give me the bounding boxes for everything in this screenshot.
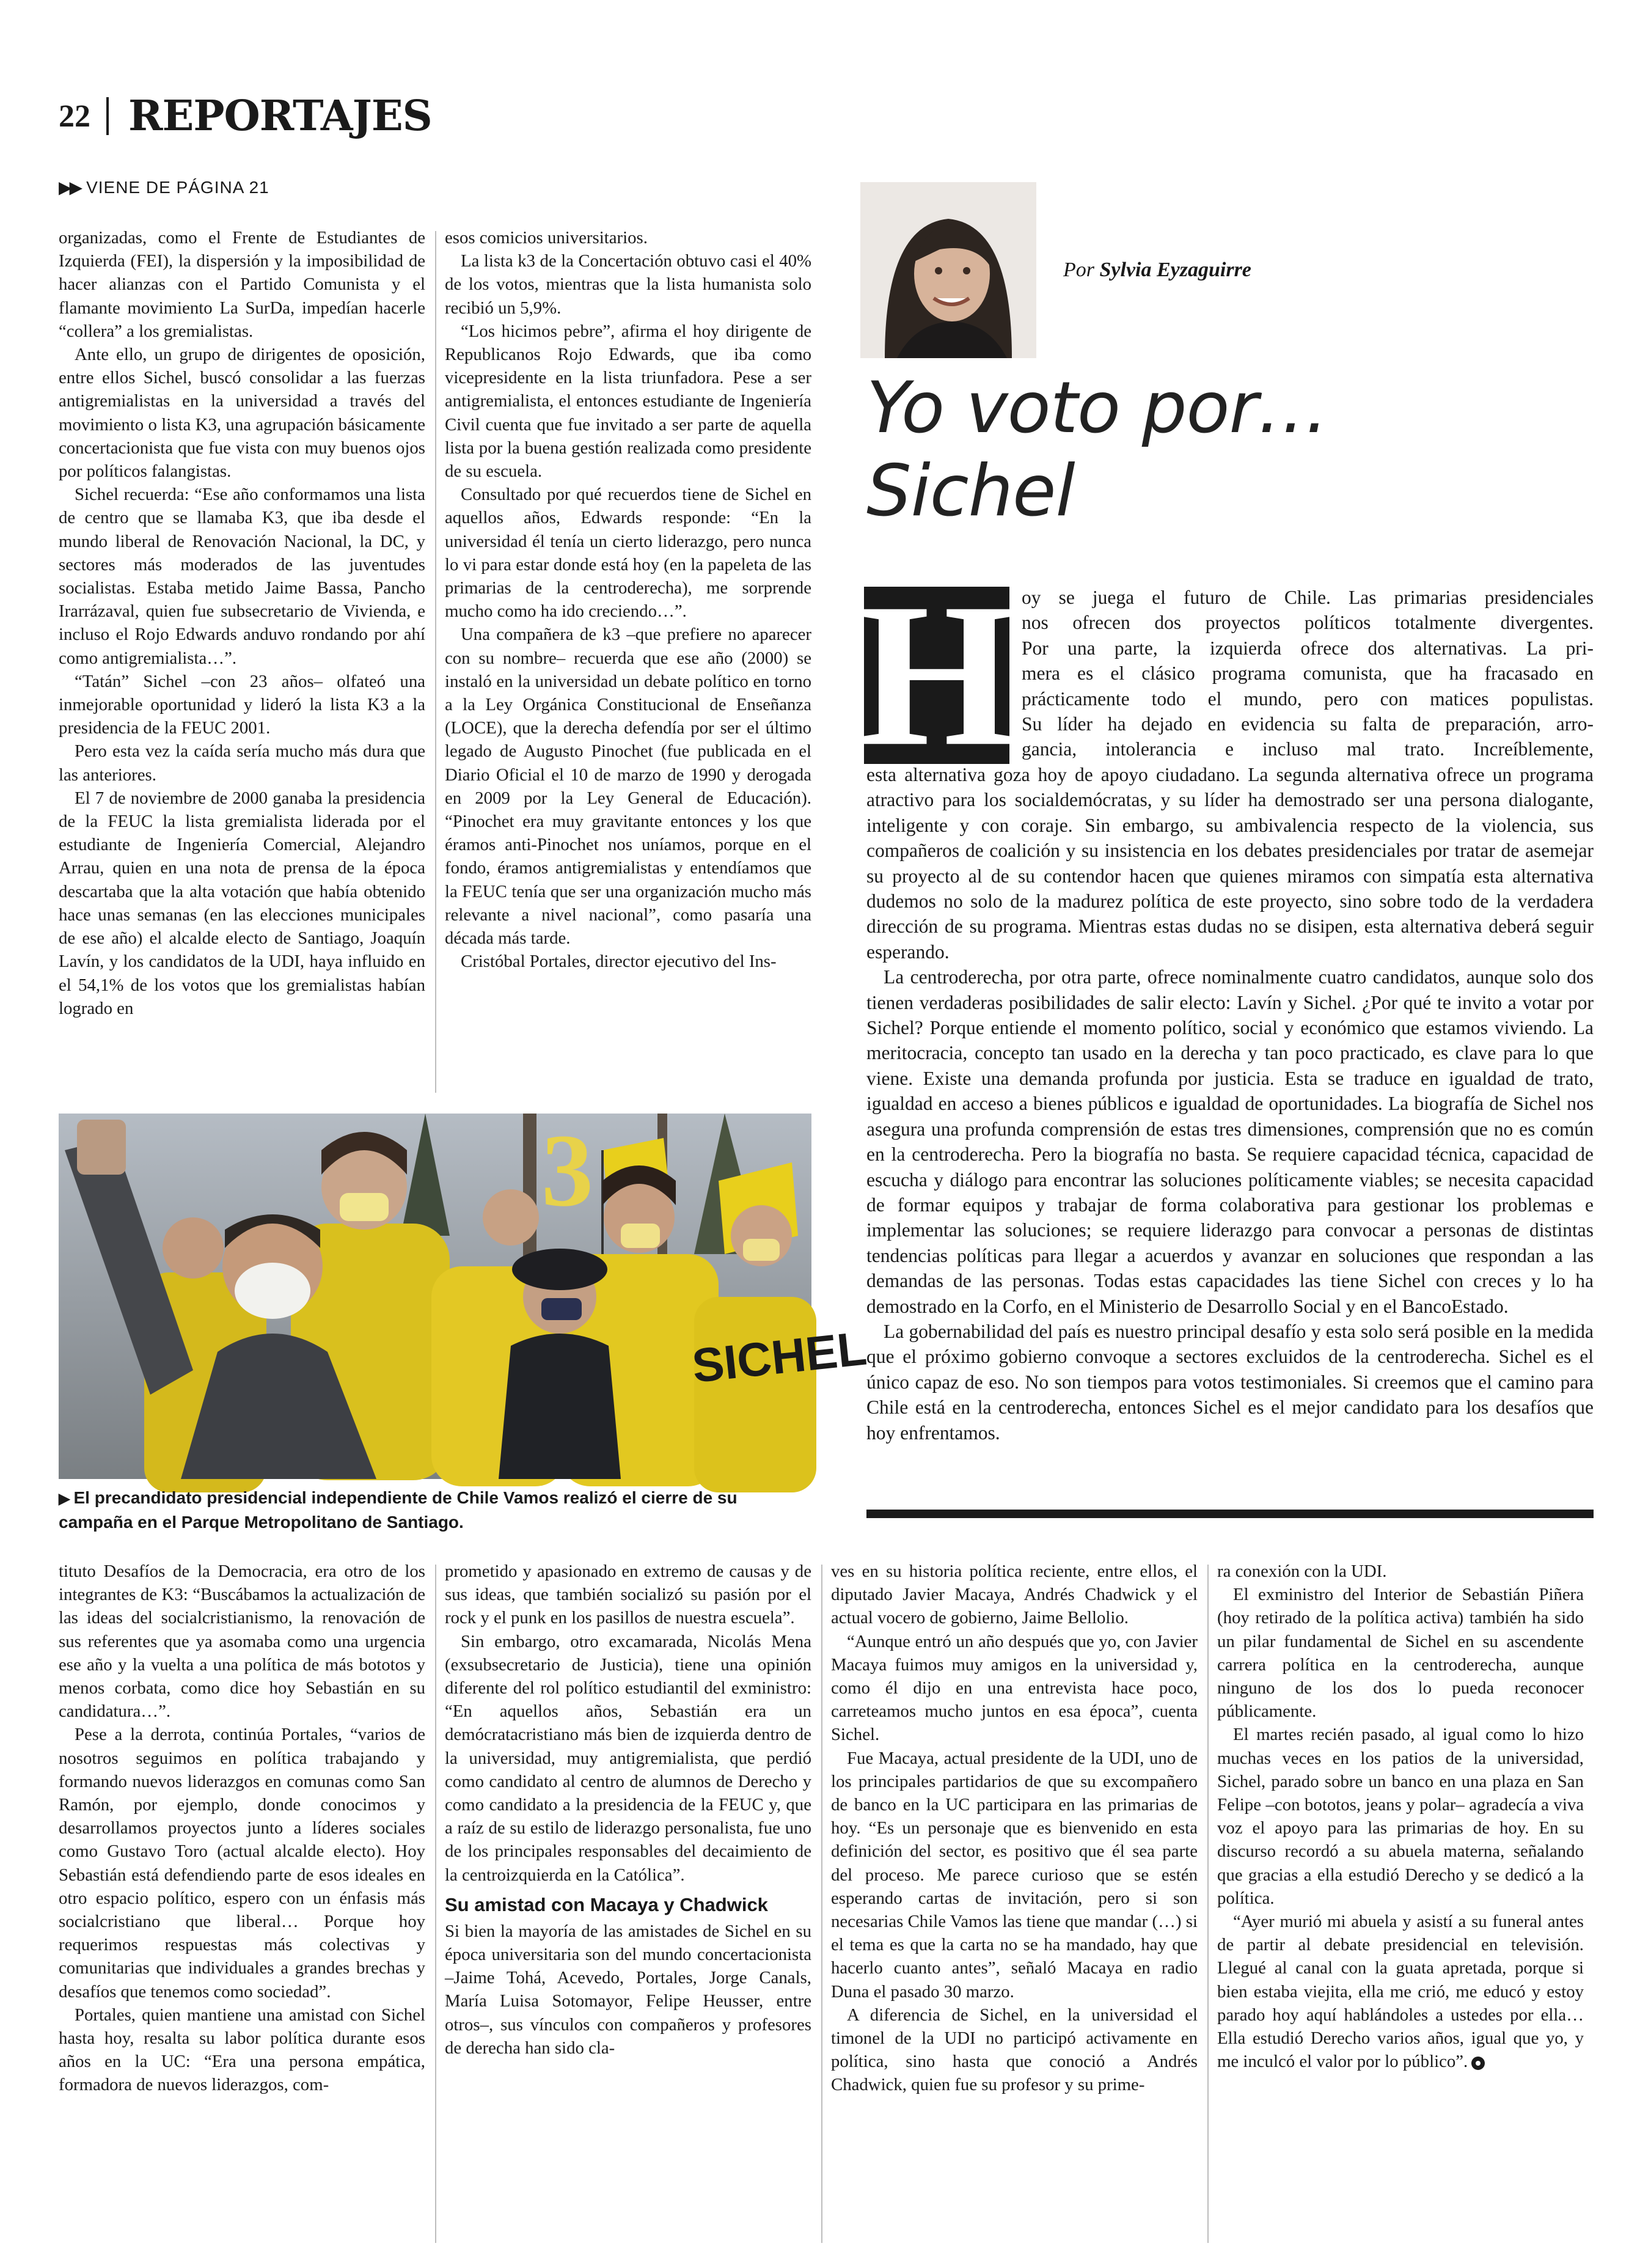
column-rule — [1207, 1565, 1209, 2243]
paragraph: Pero esta vez la caída sería mucho más dura que las anteriores. — [59, 741, 425, 785]
opinion-headline: Yo voto por… Sichel — [866, 367, 1328, 532]
column-rule — [821, 1565, 822, 2243]
paragraph: “Aunque entró un año después que yo, con Javier Macaya fuimos muy amigos en la universidad y, como él dijo en una entrevista hace poco, carreteamos mucho juntos en esa época”, cuenta Sichel. — [831, 1631, 1198, 1745]
paragraph: “Tatán” Sichel –con 23 años– olfateó una inmejorable oportunidad y lideró la lista K3 a la presidencia de la FEUC 2001. — [59, 671, 425, 738]
paragraph: esta alternativa goza hoy de apoyo ciudadano. La segunda alternativa ofrece un programa atractivo para los socialdemócratas, y su líder ha demostrado ser una persona dialogante, inteligente y con coraje. Sin embargo, su ambivalencia respecto de la violencia, sus compañeros de coalición y su insistencia en los debates presidenciales por tratar de asemejar su proyecto al de su contendor hacen que quienes miramos con simpatía esta alternativa dudemos no solo de la madurez política de este proyecto, sino sobre todo de la verdadera dirección de su programa. Mientras estas dudas no se disipen, esta alternativa deberá seguir esperando. — [866, 764, 1594, 963]
column-rule — [435, 231, 436, 1093]
campaign-photo-illustration — [59, 1113, 869, 1479]
paragraph: Fue Macaya, actual presidente de la UDI, uno de los principales partidarios de que su excompañero de banco en la UC participara en las primarias de hoy. “Es un personaje que es bienvenido en esta definición del sector, es positivo que él sea parte del proceso. Me parece curioso que se estén esperando cartas de invitación, pero si son necesarias Chile Vamos las tiene que mandar (…) si el tema es que la carta no se ha mandado, hay que hacerlo cuanto antes”, señaló Macaya en radio Duna el pasado 30 marzo. — [831, 1748, 1198, 2002]
paragraph: La gobernabilidad del país es nuestro principal desafío y esta solo será posible en la medida que el próximo gobierno convoque a sectores excluidos de la centroderecha. Sichel es el único capaz de eso. No son tiempos para votos testimoniales. Si creemos que el camino para Chile está en la centroderecha, entonces Sichel es el mejor candidato para los desafíos que hoy enfrentamos. — [866, 1320, 1594, 1444]
paragraph: Sichel recuerda: “Ese año conformamos una lista de centro que se llamaba K3, que iba desde el mundo liberal de Renovación Nacional, la DC, y sectores más moderados de las juventudes socialistas. Estaba metido Jaime Bassa, Pancho Irarrázaval, quien fue subsecretario de Vivienda, e incluso el Rojo Edwards anduvo rondando por ahí como antigremialista…”. — [59, 485, 425, 668]
paragraph: Sin embargo, otro excamarada, Nicolás Mena (exsubsecretario de Justicia), tiene una opinión diferente del rol político estudiantil del exministro: “En aquellos años, Sebastián era un demócratacristiano más bien de izquierda dentro de la universidad, muy antigremialista, que perdió como candidato al centro de alumnos de Derecho y como candidato a la presidencia de la FEUC y, que a raíz de su estilo de liderazgo personalista, fue uno de los principales responsables del decaimiento de la centroizquierda en la Católica”. — [445, 1631, 811, 1885]
paragraph: organizadas, como el Frente de Estudiantes de Izquierda (FEI), la dispersión y la imposibilidad de hacer alianzas con el Partido Comunista y el flamante movimiento La SurDa, impedían hacerle “collera” a los gremialistas. — [59, 228, 425, 341]
author-name: Sylvia Eyzaguirre — [1099, 259, 1251, 281]
paragraph: Consultado por qué recuerdos tiene de Sichel en aquellos años, Edwards responde: “En la universidad él tenía un cierto liderazgo, pero nunca lo vi para estar donde está hoy (en la papeleta de las primarias de la centroderecha), me sorprende mucho como ha ido creciendo…”. — [445, 485, 811, 622]
section-title: REPORTAJES — [128, 92, 432, 141]
paragraph: esos comicios universitarios. — [445, 228, 648, 248]
continued-from: ▶▶ VIENE DE PÁGINA 21 — [59, 178, 269, 197]
svg-text:3: 3 — [541, 1113, 593, 1228]
article-column-2 — [445, 226, 811, 974]
campaign-sign-text: SICHEL — [689, 1321, 869, 1393]
paragraph: El 7 de noviembre de 2000 ganaba la presidencia de la FEUC la lista gremialista liderada por el estudiante de Ingeniería Comercial, Alejandro Arrau, quien en una nota de prensa de la época descartaba que la alta votación que había obtenido hace unas semanas (en las elecciones municipales de ese año) el alcalde electo de Santiago, Joaquín Lavín, y los candidatos de la UDI, haya influido en el 54,1% de los votos que los gremialistas habían logrado en — [59, 788, 425, 1018]
article-column-5 — [831, 1560, 1198, 2097]
opinion-bottom-rule — [866, 1510, 1594, 1518]
article-column-4 — [445, 1560, 811, 2060]
paragraph: Ante ello, un grupo de dirigentes de oposición, entre ellos Sichel, buscó consolidar a las fuerzas antigremialistas en la universidad a través del movimiento o lista K3, una agrupación básicamente concertacionista que fue vista con muy buenos ojos por políticos falangistas. — [59, 345, 425, 482]
author-portrait — [860, 182, 1036, 358]
end-of-article-icon — [1471, 2057, 1485, 2070]
paragraph: ves en su historia política reciente, entre ellos, el diputado Javier Macaya, Andrés Chadwick y el actual vocero de gobierno, Jaime Bellolio. — [831, 1562, 1198, 1628]
author-photo — [860, 182, 1036, 358]
page-number: 22 — [59, 98, 90, 134]
opinion-body — [866, 762, 1594, 1445]
paragraph: Si bien la mayoría de las amistades de Sichel en su época universitaria son del mundo concertacionista –Jaime Tohá, Acevedo, Portales, Jorge Canals, María Luisa Sotomayor, Felipe Heusser, entre otros–, sus vínculos con compañeros y profesores de derecha han sido cla- — [445, 1921, 811, 2058]
header-divider — [106, 97, 109, 135]
campaign-photo — [59, 1113, 869, 1479]
column-rule — [435, 1565, 436, 2243]
paragraph: La lista k3 de la Concertación obtuvo casi el 40% de los votos, mientras que la lista humanista solo recibió un 5,9%. — [445, 251, 811, 318]
photo-caption: ▶ El precandidato presidencial independiente de Chile Vamos realizó el cierre de su campaña en el Parque Metropolitano de Santiago. — [59, 1488, 738, 1532]
page-header — [59, 92, 432, 141]
paragraph: “Los hicimos pebre”, afirma el hoy dirigente de Republicanos Rojo Edwards, que iba como vicepresidente en la lista triunfadora. Pese a ser antigremialista, el entonces estudiante de Ingeniería Civil cuenta que fue invitado a ser parte de aquella lista por la buena gestión realizada como presidente de su escuela. — [445, 321, 811, 482]
drop-cap: H — [858, 561, 1016, 789]
paragraph: Cristóbal Portales, director ejecutivo del Ins- — [461, 952, 777, 972]
caption-arrow-icon: ▶ — [59, 1491, 70, 1507]
article-column-1 — [59, 226, 425, 1020]
opinion-first-lines: oy se juega el futuro de Chile. Las primarias presidenciales nos ofrecen dos proyectos políticos totalmente divergentes. Por una parte, la izquierda ofrece dos alternativas. La pri- mera es el clásico programa comunista, que ha fracasado en prácticamente todo el mundo, pero con matices populistas. Su líder ha dejado en evidencia su falta de preparación, arro- gancia, intolerancia e incluso mal trato. Increíblemente, — [1022, 587, 1594, 760]
paragraph: prometido y apasionado en extremo de causas y de sus ideas, que también socializó su pasión por el rock y el punk en los pasillos de nuestra escuela”. — [445, 1562, 811, 1628]
paragraph: Portales, quien mantiene una amistad con Sichel hasta hoy, resalta su labor política durante esos años en la UC: “Era una persona empática, formadora de nuevos liderazgos, com- — [59, 2005, 425, 2095]
article-column-3 — [59, 1560, 425, 2097]
paragraph: El exministro del Interior de Sebastián Piñera (hoy retirado de la política activa) también ha sido un pilar fundamental de Sichel en su ascendente carrera política en la centroderecha, aunque ninguno de los dos lo pueda reconocer públicamente. — [1217, 1585, 1584, 1722]
paragraph: La centroderecha, por otra parte, ofrece nominalmente cuatro candidatos, aunque solo dos tienen verdaderas posibilidades de salir electo: Lavín y Sichel. ¿Por qué te invito a votar por Sichel? Porque entiende el momento político, social y económico que estamos viviendo. La meritocracia, concepto tan usado en la derecha y tan poco practicado, es clave para lo que viene. Existe una demanda profunda por justicia. Esta se traduce en igualdad de trato, igualdad en acceso a bienes públicos e igualdad de oportunidades. La biografía de Sichel nos asegura una profunda comprensión de estas tres dimensiones, comprensión que no es común en la centroderecha. Pero la biografía no basta. Se requiere capacidad técnica, capacidad de escucha y diálogo para encontrar las soluciones políticamente viables; se necesita capacidad de formar equipos y trabajar de forma colaborativa para gestionar los problemas e implementar las soluciones; se requiere liderazgo para convocar a personas de distintas tendencias políticas para llegar a acuerdos y avanzar en soluciones que respondan a las demandas de las personas. Todas estas capacidades las tiene Sichel con creces y lo ha demostrado en la Corfo, en el Ministerio de Desarrollo Social y en el BancoEstado. — [866, 966, 1594, 1317]
author-byline: Por Sylvia Eyzaguirre — [1063, 259, 1251, 281]
subheading: Su amistad con Macaya y Chadwick — [445, 1893, 768, 1915]
article-column-6 — [1217, 1560, 1584, 2073]
paragraph: ra conexión con la UDI. — [1217, 1562, 1387, 1581]
paragraph: A diferencia de Sichel, en la universidad el timonel de la UDI no participó activamente en política, sino hasta que conoció a Andrés Chadwick, quien fue su profesor y su prime- — [831, 2005, 1198, 2095]
paragraph: El martes recién pasado, al igual como lo hizo muchas veces en los patios de la universidad, Sichel, parado sobre un banco en una plaza en San Felipe –con bototos, jeans y polar– agradecía a viva voz el apoyo para las primarias de hoy. En su discurso recordó a su abuela materna, señalando que gracias a ella estudió Derecho y se dedicó a la política. — [1217, 1725, 1584, 1908]
paragraph: tituto Desafíos de la Democracia, era otro de los integrantes de K3: “Buscábamos la actualización de las ideas del socialcristianismo, la renovación de sus referentes que ya asomaba como una urgencia ese año y la vuelta a una política de más bototos y menos corbata, como dice hoy Sebastián en su candidatura…”. — [59, 1562, 425, 1722]
paragraph: Una compañera de k3 –que prefiere no aparecer con su nombre– recuerda que ese año (2000) se instaló en la universidad un debate político en torno a la Ley Orgánica Constitucional de Enseñanza (LOCE), que la derecha defendía por ser el último legado de Augusto Pinochet (fue publicada en el Diario Oficial el 10 de marzo de 1990 y derogada en 2009 por la Ley General de Educación). “Pinochet era muy gravitante entonces y los que éramos anti-Pinochet nos uníamos, porque en el fondo, éramos antigremialistas y entendíamos que la FEUC tenía que ser una organización mucho más relevante a nivel nacional”, como pasaría una década más tarde. — [445, 625, 811, 949]
double-triangle-icon: ▶▶ — [59, 178, 81, 197]
paragraph: Pese a la derrota, continúa Portales, “varios de nosotros seguimos en política trabajando y formando nuevos liderazgos en comunas como San Ramón, por ejemplo, donde conocimos y desarrollamos proyectos junto a líderes sociales como Gustavo Toro (actual alcalde electo). Hoy Sebastián está defendiendo parte de esos ideales en otro espacio político, espero con un énfasis más socialcristiano que liberal… Porque hoy requerimos respuestas más colectivas y comunitarias que individuales a grandes brechas y desafíos que tenemos como sociedad”. — [59, 1725, 425, 2002]
paragraph: “Ayer murió mi abuela y asistí a su funeral antes de partir al debate presidencial en televisión. Llegué al canal con la guata apretada, porque si bien estaba viejita, ella me crió, me educó y estoy parado hoy aquí hablándoles a ustedes por ella… Ella estudió Derecho varios años, igual que yo, y me inculcó el valor por lo público”. — [1217, 1912, 1584, 2072]
